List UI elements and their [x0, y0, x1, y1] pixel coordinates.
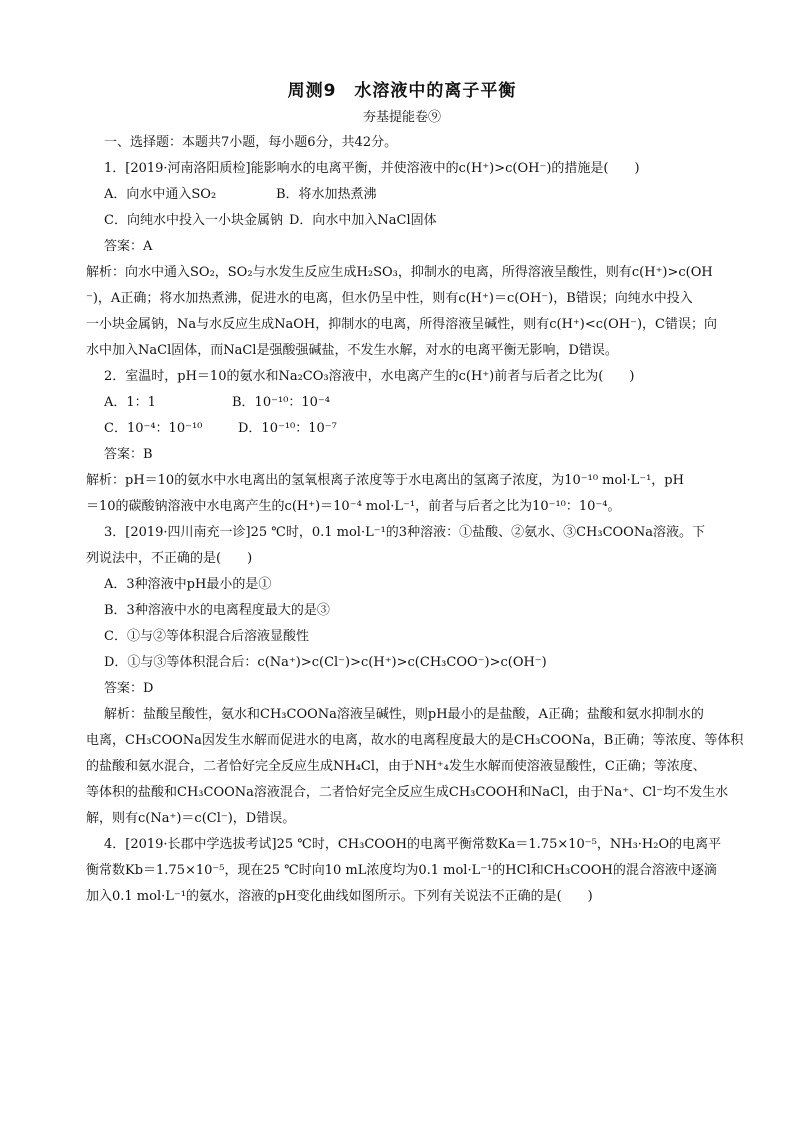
analysis-line: 电离，CH₃COONa因发生水解而促进水的电离，故水的电离程度最大的是CH₃COONa，B正确；等浓度、等体积	[86, 733, 744, 748]
question-4-stem-cont: 衡常数Kb＝1.75×10⁻⁵，现在25 ℃时向10 mL浓度均为0.1 mol·L⁻¹的HCl和CH₃COOH的混合溶液中逐滴	[86, 863, 717, 878]
analysis-line: 解析：pH＝10的氨水中水电离出的氢氧根离子浓度等于水电离出的氢离子浓度，为10⁻¹⁰ mol·L⁻¹，pH	[86, 473, 684, 488]
analysis-line: 等体积的盐酸和CH₃COONa溶液混合，二者恰好完全反应生成CH₃COOH和NaCl，由于Na⁺、Cl⁻均不发生水	[86, 785, 729, 800]
question-4-stem: 4．[2019·长郡中学选拔考试]25 ℃时，CH₃COOH的电离平衡常数Ka＝1.75×10⁻⁵，NH₃·H₂O的电离平	[104, 837, 722, 852]
option-d: D．向水中加入NaCl固体	[288, 213, 437, 228]
option-c: C．向纯水中投入一小块金属钠	[104, 213, 283, 228]
analysis-line: 水中加入NaCl固体，而NaCl是强酸强碱盐，不发生水解，对水的电离平衡无影响，D错误。	[86, 343, 618, 358]
analysis-line: 一小块金属钠，Na与水反应生成NaOH，抑制水的电离，所得溶液呈碱性，则有c(H⁺)<c(OH⁻)，C错误；向	[86, 317, 717, 332]
question-2-options-row-2	[104, 416, 700, 442]
document-page	[86, 76, 744, 910]
question-1-options-row-1	[104, 182, 700, 208]
analysis-line: 的盐酸和氨水混合，二者恰好完全反应生成NH₄Cl，由于NH⁺₄发生水解而使溶液显酸性，C正确；等浓度、	[86, 759, 706, 774]
question-3-answer: 答案：D	[104, 681, 154, 696]
question-1-options-row-2	[104, 208, 700, 234]
option-c: C．10⁻⁴：10⁻¹⁰	[104, 421, 203, 436]
option-c: C．①与②等体积混合后溶液显酸性	[104, 629, 309, 644]
question-4-stem-cont: 加入0.1 mol·L⁻¹的氨水，溶液的pH变化曲线如图所示。下列有关说法不正确的是( )	[86, 889, 593, 904]
option-d: D．①与③等体积混合后：c(Na⁺)>c(Cl⁻)>c(H⁺)>c(CH₃COO⁻)>c(OH⁻)	[104, 655, 547, 670]
page-subtitle: 夯基提能卷⑨	[362, 110, 441, 125]
question-3-stem-cont: 列说法中，不正确的是( )	[86, 551, 253, 566]
analysis-line: 解析：盐酸呈酸性，氨水和CH₃COONa溶液呈碱性，则pH最小的是盐酸，A正确；盐酸和氨水抑制水的	[104, 707, 704, 722]
option-a: A．1：1	[104, 395, 156, 410]
question-2-options-row-1	[104, 390, 700, 416]
question-1-stem: 1．[2019·河南洛阳质检]能影响水的电离平衡，并使溶液中的c(H⁺)>c(OH⁻)的措施是( )	[104, 161, 640, 176]
question-1-answer: 答案：A	[104, 239, 153, 254]
option-a: A．向水中通入SO₂	[104, 187, 217, 202]
option-a: A．3种溶液中pH最小的是①	[104, 577, 272, 592]
option-b: B．3种溶液中水的电离程度最大的是③	[104, 603, 330, 618]
page-title: 周测9 水溶液中的离子平衡	[287, 81, 517, 101]
option-b: B．将水加热煮沸	[276, 187, 377, 202]
option-b: B．10⁻¹⁰：10⁻⁴	[232, 395, 330, 410]
analysis-line: ⁻)，A正确；将水加热煮沸，促进水的电离，但水仍呈中性，则有c(H⁺)＝c(OH⁻)，B错误；向纯水中投入	[86, 291, 693, 306]
question-2-stem: 2．室温时，pH＝10的氨水和Na₂CO₃溶液中，水电离产生的c(H⁺)前者与后者之比为( )	[104, 369, 635, 384]
question-3-stem: 3．[2019·四川南充一诊]25 ℃时，0.1 mol·L⁻¹的3种溶液：①盐酸、②氨水、③CH₃COONa溶液。下	[104, 525, 705, 540]
section-heading: 一、选择题：本题共7小题，每小题6分，共42分。	[104, 135, 398, 150]
question-2-answer: 答案：B	[104, 447, 153, 462]
analysis-line: 解，则有c(Na⁺)＝c(Cl⁻)，D错误。	[86, 811, 296, 826]
option-d: D．10⁻¹⁰：10⁻⁷	[238, 421, 337, 436]
analysis-line: ＝10的碳酸钠溶液中水电离产生的c(H⁺)＝10⁻⁴ mol·L⁻¹，前者与后者之比为10⁻¹⁰：10⁻⁴。	[86, 499, 621, 514]
analysis-line: 解析：向水中通入SO₂，SO₂与水发生反应生成H₂SO₃，抑制水的电离，所得溶液呈酸性，则有c(H⁺)>c(OH	[86, 265, 713, 280]
